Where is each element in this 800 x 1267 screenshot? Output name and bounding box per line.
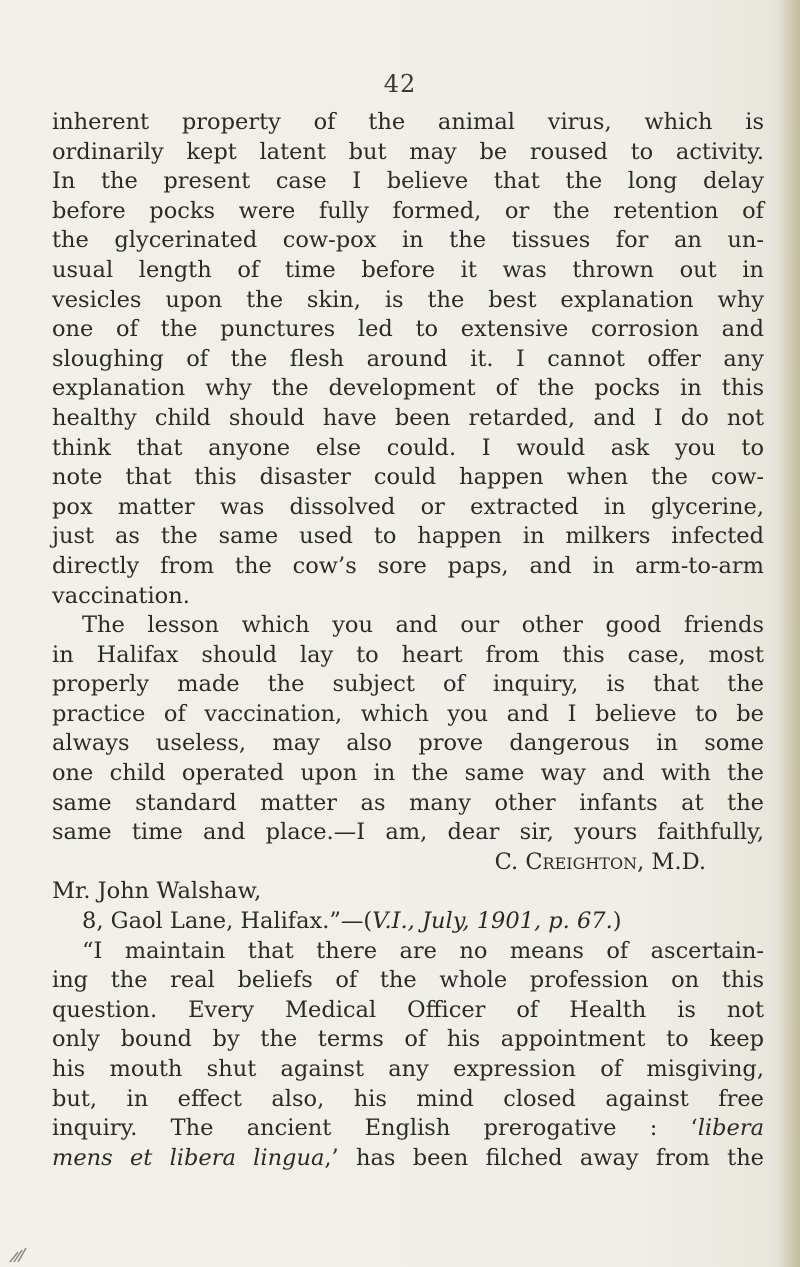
text-line: “I maintain that there are no means of ascertain-	[82, 937, 764, 964]
signature-name: Creighton	[525, 848, 638, 875]
text-line: just as the same used to happen in milkers infected	[52, 523, 764, 550]
address-text: 8, Gaol Lane, Halifax.”—(	[82, 908, 373, 935]
text-line: one child operated upon in the same way and with the	[52, 760, 764, 787]
text-line: vesicles upon the skin, is the best explanation why	[52, 286, 764, 313]
text-line: sloughing of the flesh around it. I cannot offer any	[52, 345, 764, 372]
page-edge-shadow	[778, 0, 800, 1267]
text-line: vaccination.	[52, 582, 190, 609]
text-line: one of the punctures led to extensive corrosion and	[52, 316, 764, 343]
text-line: explanation why the development of the pocks in this	[52, 375, 764, 402]
text-line: In the present case I believe that the long delay	[52, 168, 764, 195]
text-line: only bound by the terms of his appointment to keep	[52, 1026, 764, 1053]
text-segment: inquiry. The ancient English prerogative :	[52, 1115, 658, 1142]
text-line: properly made the subject of inquiry, is that the	[52, 671, 764, 698]
text-line-with-latin	[52, 1114, 764, 1144]
text-line: inherent property of the animal virus, which is	[52, 109, 764, 135]
text-line: same time and place.—I am, dear sir, yours faithfully,	[52, 819, 764, 846]
signature-line	[52, 848, 764, 878]
signature-title: , M.D.	[637, 848, 706, 875]
text-line: think that anyone else could. I would ask you to	[52, 434, 764, 461]
citation-reference: V.I., July, 1901, p. 67.	[372, 908, 613, 935]
quote-close: ,’	[324, 1144, 339, 1171]
text-line: before pocks were fully formed, or the retention of	[52, 197, 764, 224]
text-line: in Halifax should lay to heart from this case, most	[52, 641, 764, 668]
text-segment: has been filched away from the	[338, 1144, 764, 1171]
body-text	[52, 108, 764, 1173]
signature-initial: C.	[494, 848, 519, 875]
addressee-address	[52, 907, 764, 937]
text-line: practice of vaccination, which you and I believe to be	[52, 700, 764, 727]
text-line-with-latin	[52, 1144, 764, 1174]
text-line: The lesson which you and our other good friends	[82, 612, 764, 639]
text-line: ing the real beliefs of the whole profession on this	[52, 967, 764, 994]
latin-phrase-start: libera	[697, 1115, 764, 1142]
latin-phrase-end: mens et libera lingua	[52, 1144, 325, 1171]
text-line: pox matter was dissolved or extracted in glycerine,	[52, 493, 764, 520]
text-line: the glycerinated cow-pox in the tissues for an un-	[52, 227, 764, 254]
text-line: ordinarily kept latent but may be roused to activity.	[52, 138, 764, 165]
text-line: directly from the cow’s sore paps, and in arm-to-arm	[52, 552, 764, 579]
page-corner-mark	[8, 1238, 34, 1264]
text-line: but, in effect also, his mind closed against free	[52, 1085, 764, 1112]
page-number: 42	[383, 70, 417, 98]
text-line: same standard matter as many other infants at the	[52, 789, 764, 816]
addressee-name: Mr. John Walshaw,	[52, 878, 262, 905]
text-line: healthy child should have been retarded, and I do not	[52, 404, 764, 431]
quote-open: ‘	[657, 1115, 698, 1142]
text-line: always useless, may also prove dangerous in some	[52, 730, 764, 757]
citation-close: )	[612, 908, 622, 935]
text-line: usual length of time before it was thrown out in	[52, 256, 764, 283]
text-line: his mouth shut against any expression of misgiving,	[52, 1056, 764, 1082]
text-line: question. Every Medical Officer of Health is not	[52, 996, 764, 1023]
text-line: note that this disaster could happen when the cow-	[52, 464, 764, 491]
